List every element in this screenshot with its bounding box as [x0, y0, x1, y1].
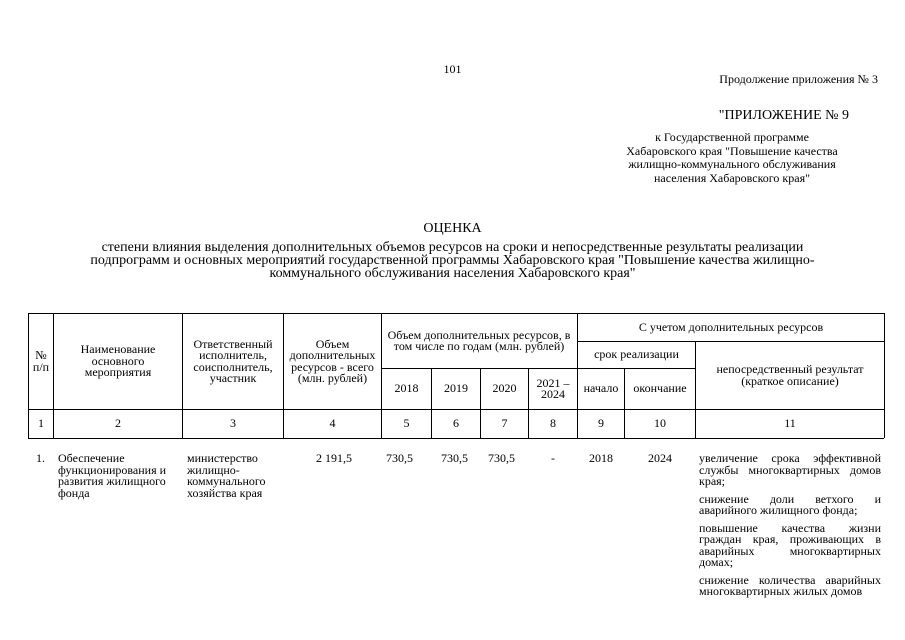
row-y2019: 730,5	[441, 451, 468, 465]
row-results	[699, 453, 881, 604]
header-year-2020: 2020	[492, 381, 517, 396]
column-number: 8	[550, 416, 556, 431]
column-number: 3	[230, 416, 236, 431]
document-title: ОЦЕНКА	[423, 221, 482, 236]
header-additional: Объем дополнительных ресурсов, в том числе по годам (млн. рублей)	[387, 327, 571, 353]
row-name: Обеспечение функционирования и развития жилищного фонда	[58, 451, 167, 500]
page-number: 101	[443, 62, 462, 76]
row-num: 1.	[36, 451, 45, 465]
appendix-subtitle-line: к Государственной программе	[655, 130, 809, 144]
column-number: 10	[654, 416, 666, 431]
column-number: 5	[403, 416, 410, 431]
header-considering: С учетом дополнительных ресурсов	[638, 319, 824, 334]
document-subtitle-line: степени влияния выделения дополнительных объемов ресурсов на сроки и непосредственные результаты реализации	[101, 240, 804, 255]
header-volume: Объем дополнительных ресурсов - всего (млн. рублей)	[289, 336, 376, 385]
header-responsible: Ответственный исполнитель, соисполнитель, участник	[193, 336, 273, 385]
row-y2020: 730,5	[488, 451, 515, 465]
document-subtitle	[40, 241, 865, 280]
header-name: Наименование основного мероприятия	[80, 342, 156, 380]
appendix-subtitle-line: населения Хабаровского края"	[654, 170, 810, 185]
table-line	[28, 438, 884, 439]
appendix-subtitle-line: Хабаровского края "Повышение качества	[626, 143, 838, 158]
continuation-note: Продолжение приложения № 3	[719, 72, 878, 86]
appendix-subtitle	[600, 131, 864, 185]
header-result: непосредственный результат (краткое описание)	[716, 362, 864, 388]
result-item: повышение качества жизни граждан края, проживающих в аварийных многоквартирных домах;	[699, 520, 881, 569]
row-volume: 2 191,5	[316, 451, 352, 465]
header-start: начало	[583, 381, 619, 396]
result-item: увеличение срока эффективной службы многоквартирных домов края;	[699, 451, 881, 488]
row-end: 2024	[648, 451, 672, 465]
column-number: 6	[453, 416, 459, 431]
header-year-2019: 2019	[444, 381, 468, 396]
header-year-2021-2024: 2021 – 2024	[536, 375, 570, 401]
row-start: 2018	[589, 451, 613, 465]
row-y2021-2024: -	[551, 451, 555, 465]
document-subtitle-line: подпрограмм и основных мероприятий государственной программы Хабаровского края "Повышение качества жилищно-	[90, 253, 815, 268]
column-number: 4	[329, 416, 336, 431]
header-period: срок реализации	[594, 347, 679, 362]
column-number: 2	[115, 416, 121, 431]
column-number: 1	[38, 416, 44, 431]
appendix-subtitle-line: жилищно-коммунального обслуживания	[628, 157, 836, 171]
column-number: 9	[598, 416, 604, 431]
header-end: окончание	[633, 381, 687, 396]
table-line	[884, 313, 885, 438]
row-y2018: 730,5	[386, 451, 413, 465]
appendix-title: "ПРИЛОЖЕНИЕ № 9	[718, 108, 849, 123]
row-responsible: министерство жилищно-коммунального хозяйства края	[187, 451, 266, 500]
column-number: 7	[501, 416, 508, 431]
result-item: снижение количества аварийных многоквартирных жилых домов	[699, 572, 881, 598]
header-year-2018: 2018	[394, 381, 419, 396]
column-number: 11	[784, 416, 796, 431]
result-item: снижение доли ветхого и аварийного жилищного фонда;	[699, 491, 881, 517]
document-subtitle-line: коммунального обслуживания населения Хабаровского края"	[269, 266, 636, 281]
header-num: № п/п	[32, 348, 50, 374]
